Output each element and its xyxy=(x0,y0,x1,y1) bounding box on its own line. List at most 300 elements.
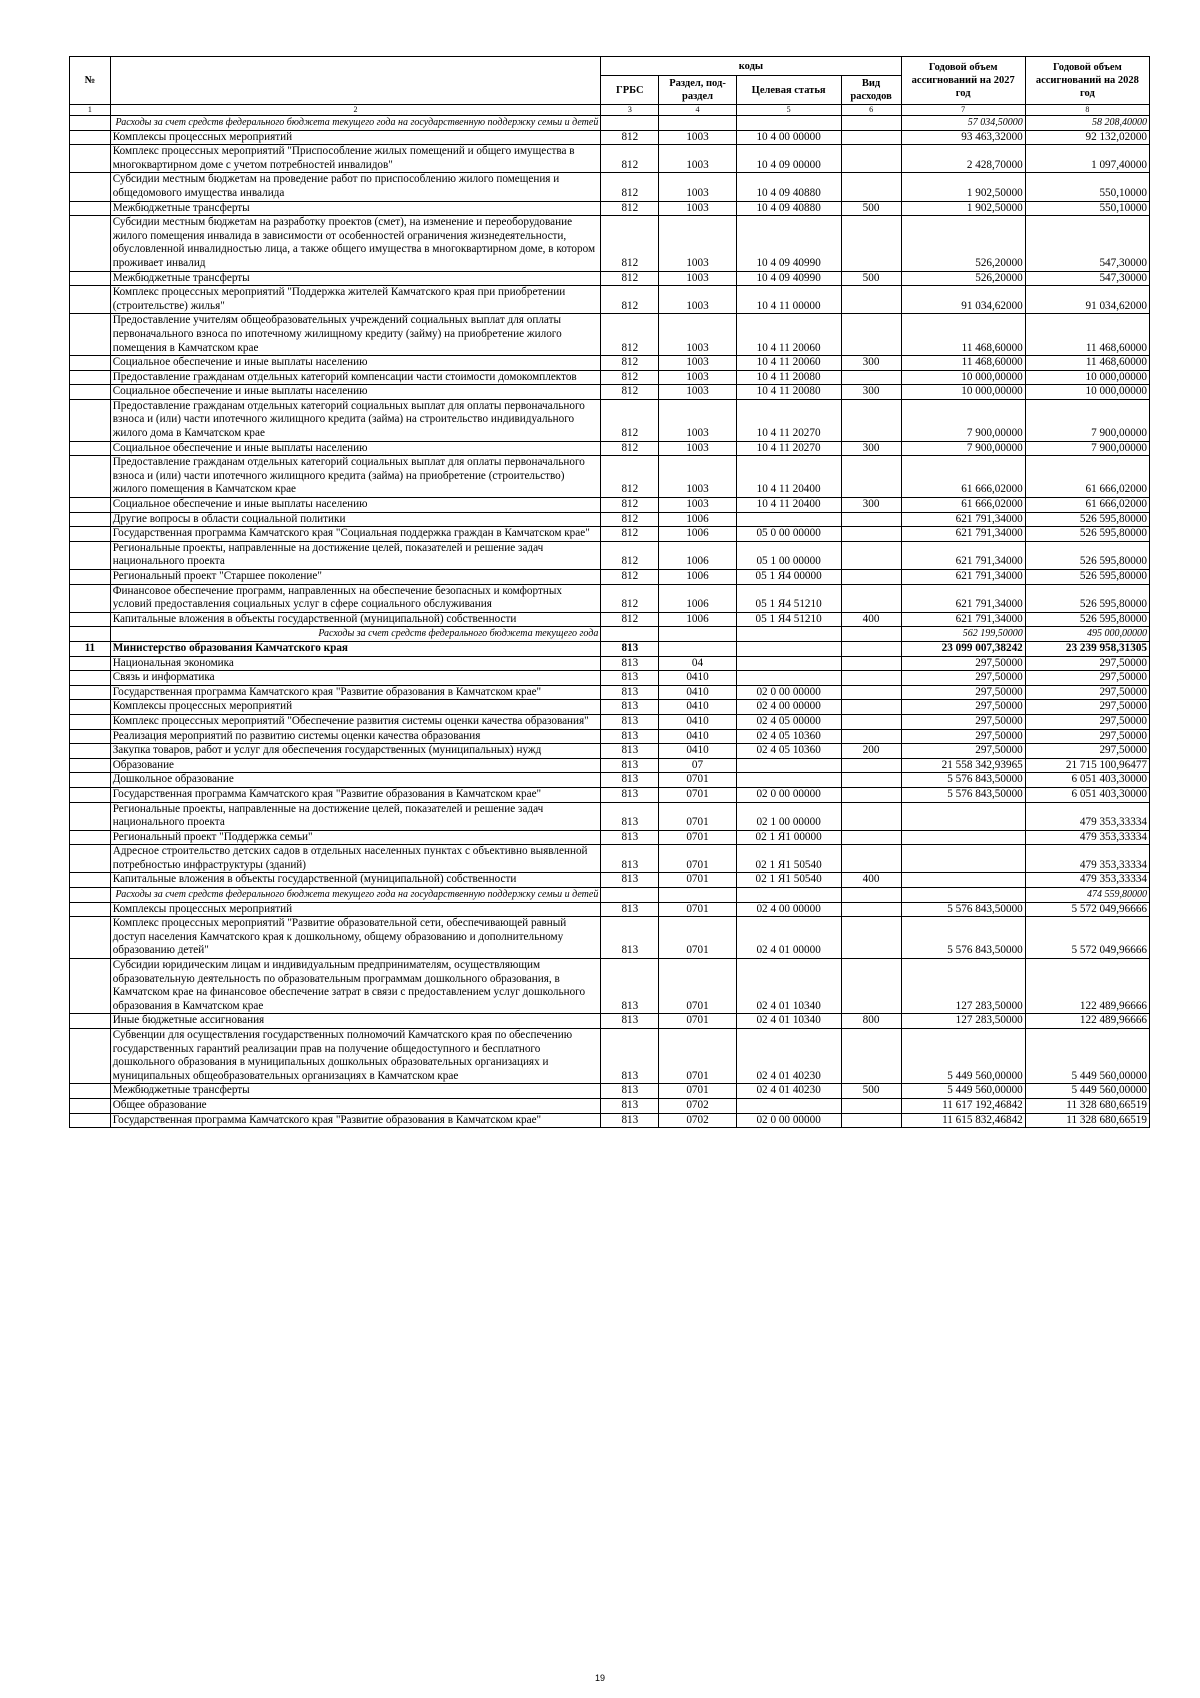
row-expense-type xyxy=(841,286,901,314)
row-amount-2027: 621 791,34000 xyxy=(901,584,1025,612)
row-name: Предоставление гражданам отдельных категорий компенсации части стоимости домокомплектов xyxy=(110,370,601,385)
row-grbs: 813 xyxy=(601,1014,659,1029)
row-amount-2027: 93 463,32000 xyxy=(901,130,1025,145)
row-target-article xyxy=(736,888,841,903)
row-razdel: 1003 xyxy=(659,130,736,145)
row-amount-2028: 550,10000 xyxy=(1025,201,1149,216)
table-row xyxy=(70,700,1150,715)
row-amount-2027: 23 099 007,38242 xyxy=(901,641,1025,656)
row-name: Государственная программа Камчатского края "Социальная поддержка граждан в Камчатском крае" xyxy=(110,527,601,542)
row-name: Комплексы процессных мероприятий xyxy=(110,700,601,715)
row-grbs: 813 xyxy=(601,1098,659,1113)
row-target-article: 02 4 01 10340 xyxy=(736,1014,841,1029)
table-row xyxy=(70,656,1150,671)
table-row xyxy=(70,116,1150,131)
row-amount-2027: 11 468,60000 xyxy=(901,356,1025,371)
row-name: Субсидии юридическим лицам и индивидуальным предпринимателям, осуществляющим образовательную деятельность по образовательным программам дошкольного образования, в Камчатском крае на финансовое обеспечение затрат в связи с предоставлением услуг дошкольного образования в Камчатском крае xyxy=(110,959,601,1014)
row-amount-2027: 7 900,00000 xyxy=(901,399,1025,441)
row-number xyxy=(70,656,111,671)
row-target-article: 02 4 00 00000 xyxy=(736,700,841,715)
col-number: 7 xyxy=(901,105,1025,116)
row-name: Межбюджетные трансферты xyxy=(110,271,601,286)
row-expense-type: 200 xyxy=(841,744,901,759)
table-row xyxy=(70,1014,1150,1029)
row-razdel: 1003 xyxy=(659,216,736,271)
row-amount-2028: 1 097,40000 xyxy=(1025,145,1149,173)
row-amount-2028: 297,50000 xyxy=(1025,671,1149,686)
row-razdel: 0701 xyxy=(659,830,736,845)
row-amount-2028: 495 000,00000 xyxy=(1025,627,1149,642)
row-grbs xyxy=(601,888,659,903)
row-grbs: 812 xyxy=(601,370,659,385)
row-target-article: 02 4 01 00000 xyxy=(736,917,841,959)
row-target-article xyxy=(736,627,841,642)
row-name: Региональный проект "Старшее поколение" xyxy=(110,570,601,585)
row-expense-type xyxy=(841,641,901,656)
row-number xyxy=(70,441,111,456)
row-amount-2027: 5 576 843,50000 xyxy=(901,787,1025,802)
row-target-article: 05 0 00 00000 xyxy=(736,527,841,542)
row-amount-2027: 297,50000 xyxy=(901,714,1025,729)
row-grbs: 812 xyxy=(601,130,659,145)
row-amount-2028: 526 595,80000 xyxy=(1025,570,1149,585)
row-name: Социальное обеспечение и иные выплаты населению xyxy=(110,356,601,371)
row-name: Расходы за счет средств федерального бюджета текущего года xyxy=(110,627,601,642)
row-number xyxy=(70,758,111,773)
row-razdel: 0410 xyxy=(659,729,736,744)
row-amount-2028: 5 449 560,00000 xyxy=(1025,1029,1149,1084)
row-razdel: 1006 xyxy=(659,527,736,542)
row-razdel: 1003 xyxy=(659,498,736,513)
row-razdel: 0702 xyxy=(659,1113,736,1128)
row-grbs: 813 xyxy=(601,758,659,773)
row-expense-type xyxy=(841,888,901,903)
row-number xyxy=(70,773,111,788)
row-target-article: 10 4 11 20060 xyxy=(736,356,841,371)
row-name: Образование xyxy=(110,758,601,773)
row-target-article: 10 4 09 40880 xyxy=(736,201,841,216)
row-number xyxy=(70,527,111,542)
row-amount-2027: 5 449 560,00000 xyxy=(901,1029,1025,1084)
row-expense-type xyxy=(841,700,901,715)
row-grbs: 812 xyxy=(601,145,659,173)
row-grbs: 813 xyxy=(601,685,659,700)
row-name: Региональные проекты, направленные на достижение целей, показателей и решение задач национального проекта xyxy=(110,802,601,830)
row-target-article: 10 4 09 40990 xyxy=(736,216,841,271)
row-amount-2027: 11 468,60000 xyxy=(901,314,1025,356)
table-row xyxy=(70,286,1150,314)
row-target-article: 10 4 11 20270 xyxy=(736,399,841,441)
row-grbs: 813 xyxy=(601,1113,659,1128)
row-number: 11 xyxy=(70,641,111,656)
row-expense-type: 300 xyxy=(841,356,901,371)
row-number xyxy=(70,744,111,759)
row-grbs: 813 xyxy=(601,1029,659,1084)
table-row xyxy=(70,584,1150,612)
row-grbs: 812 xyxy=(601,441,659,456)
row-expense-type xyxy=(841,456,901,498)
row-target-article: 02 4 00 00000 xyxy=(736,902,841,917)
row-amount-2027: 621 791,34000 xyxy=(901,527,1025,542)
row-amount-2028: 526 595,80000 xyxy=(1025,527,1149,542)
row-razdel: 04 xyxy=(659,656,736,671)
row-name: Расходы за счет средств федерального бюджета текущего года на государственную поддержку семьи и детей xyxy=(110,888,601,903)
row-expense-type xyxy=(841,1029,901,1084)
row-target-article: 02 4 01 10340 xyxy=(736,959,841,1014)
row-target-article: 02 0 00 00000 xyxy=(736,787,841,802)
row-grbs: 812 xyxy=(601,498,659,513)
header-vid: Вид расходов xyxy=(841,76,901,105)
budget-table xyxy=(69,56,1150,1128)
table-row xyxy=(70,714,1150,729)
row-target-article: 10 4 09 00000 xyxy=(736,145,841,173)
row-amount-2027: 297,50000 xyxy=(901,656,1025,671)
row-amount-2028: 61 666,02000 xyxy=(1025,498,1149,513)
row-grbs: 812 xyxy=(601,173,659,201)
table-row xyxy=(70,498,1150,513)
row-expense-type: 500 xyxy=(841,201,901,216)
row-name: Государственная программа Камчатского края "Развитие образования в Камчатском крае" xyxy=(110,1113,601,1128)
row-amount-2028: 526 595,80000 xyxy=(1025,612,1149,627)
row-expense-type xyxy=(841,758,901,773)
row-name: Комплексы процессных мероприятий xyxy=(110,130,601,145)
table-row xyxy=(70,456,1150,498)
row-amount-2028: 11 328 680,66519 xyxy=(1025,1098,1149,1113)
row-number xyxy=(70,627,111,642)
row-grbs: 812 xyxy=(601,612,659,627)
row-expense-type xyxy=(841,541,901,569)
row-expense-type: 400 xyxy=(841,873,901,888)
row-name: Иные бюджетные ассигнования xyxy=(110,1014,601,1029)
row-grbs: 813 xyxy=(601,714,659,729)
row-target-article: 10 4 11 20400 xyxy=(736,456,841,498)
row-number xyxy=(70,1029,111,1084)
table-row xyxy=(70,541,1150,569)
row-amount-2027: 297,50000 xyxy=(901,671,1025,686)
table-row xyxy=(70,356,1150,371)
row-number xyxy=(70,356,111,371)
row-razdel: 0701 xyxy=(659,959,736,1014)
row-grbs: 813 xyxy=(601,787,659,802)
row-number xyxy=(70,201,111,216)
col-number: 3 xyxy=(601,105,659,116)
row-grbs: 813 xyxy=(601,845,659,873)
row-expense-type: 400 xyxy=(841,612,901,627)
row-amount-2028: 474 559,80000 xyxy=(1025,888,1149,903)
row-expense-type xyxy=(841,216,901,271)
row-number xyxy=(70,845,111,873)
row-number xyxy=(70,541,111,569)
row-amount-2028: 479 353,33334 xyxy=(1025,873,1149,888)
row-name: Связь и информатика xyxy=(110,671,601,686)
row-amount-2028: 5 449 560,00000 xyxy=(1025,1084,1149,1099)
row-razdel: 1003 xyxy=(659,399,736,441)
header-num: № xyxy=(70,57,111,105)
table-row xyxy=(70,1029,1150,1084)
row-amount-2027 xyxy=(901,888,1025,903)
row-amount-2027: 526,20000 xyxy=(901,271,1025,286)
row-name: Комплексы процессных мероприятий xyxy=(110,902,601,917)
row-razdel: 1003 xyxy=(659,145,736,173)
row-target-article: 10 4 11 20080 xyxy=(736,385,841,400)
row-expense-type xyxy=(841,802,901,830)
row-amount-2028: 11 328 680,66519 xyxy=(1025,1113,1149,1128)
row-expense-type xyxy=(841,1098,901,1113)
row-grbs: 812 xyxy=(601,584,659,612)
row-grbs: 812 xyxy=(601,356,659,371)
header-razdel: Раздел, под-раздел xyxy=(659,76,736,105)
row-amount-2028: 547,30000 xyxy=(1025,271,1149,286)
row-amount-2027: 21 558 342,93965 xyxy=(901,758,1025,773)
row-number xyxy=(70,399,111,441)
table-row xyxy=(70,271,1150,286)
row-amount-2027 xyxy=(901,873,1025,888)
row-razdel: 1003 xyxy=(659,370,736,385)
row-amount-2027: 621 791,34000 xyxy=(901,570,1025,585)
table-row xyxy=(70,758,1150,773)
row-grbs: 813 xyxy=(601,1084,659,1099)
table-row xyxy=(70,1113,1150,1128)
row-amount-2027: 10 000,00000 xyxy=(901,385,1025,400)
row-expense-type: 300 xyxy=(841,441,901,456)
row-name: Расходы за счет средств федерального бюджета текущего года на государственную поддержку семьи и детей xyxy=(110,116,601,131)
row-number xyxy=(70,370,111,385)
row-amount-2028: 6 051 403,30000 xyxy=(1025,787,1149,802)
row-name: Межбюджетные трансферты xyxy=(110,201,601,216)
table-row xyxy=(70,787,1150,802)
row-grbs: 813 xyxy=(601,700,659,715)
row-razdel xyxy=(659,641,736,656)
row-expense-type xyxy=(841,714,901,729)
header-2028: Годовой объем ассигнований на 2028 год xyxy=(1025,57,1149,105)
row-expense-type xyxy=(841,729,901,744)
row-razdel: 0410 xyxy=(659,685,736,700)
row-razdel: 0701 xyxy=(659,1029,736,1084)
row-amount-2028: 547,30000 xyxy=(1025,216,1149,271)
row-razdel: 1003 xyxy=(659,441,736,456)
row-number xyxy=(70,314,111,356)
row-grbs: 813 xyxy=(601,671,659,686)
row-number xyxy=(70,1084,111,1099)
row-grbs: 812 xyxy=(601,512,659,527)
row-amount-2027: 562 199,50000 xyxy=(901,627,1025,642)
row-amount-2027 xyxy=(901,802,1025,830)
row-amount-2028: 6 051 403,30000 xyxy=(1025,773,1149,788)
row-razdel: 0701 xyxy=(659,902,736,917)
row-number xyxy=(70,145,111,173)
row-target-article: 02 4 05 00000 xyxy=(736,714,841,729)
row-name: Финансовое обеспечение программ, направленных на обеспечение безопасных и комфортных условий предоставления социальных услуг в сфере социального обслуживания xyxy=(110,584,601,612)
row-number xyxy=(70,1113,111,1128)
row-number xyxy=(70,1014,111,1029)
row-number xyxy=(70,216,111,271)
row-name: Межбюджетные трансферты xyxy=(110,1084,601,1099)
row-expense-type xyxy=(841,627,901,642)
row-amount-2028: 5 572 049,96666 xyxy=(1025,902,1149,917)
row-amount-2028: 297,50000 xyxy=(1025,656,1149,671)
row-razdel: 1003 xyxy=(659,286,736,314)
row-amount-2028: 526 595,80000 xyxy=(1025,584,1149,612)
row-amount-2028: 7 900,00000 xyxy=(1025,441,1149,456)
row-razdel: 0701 xyxy=(659,1084,736,1099)
row-target-article: 10 4 09 40880 xyxy=(736,173,841,201)
row-number xyxy=(70,802,111,830)
row-name: Субсидии местным бюджетам на проведение работ по приспособлению жилого помещения и общедомового имущества инвалида xyxy=(110,173,601,201)
row-name: Субсидии местным бюджетам на разработку проектов (смет), на изменение и переоборудование жилого помещения инвалида в зависимости от особенностей ограничения жизнедеятельности, обусловленной инвалидностью лица, а также общего имущества в многоквартирном доме, в котором проживает инвалид xyxy=(110,216,601,271)
row-amount-2028: 23 239 958,31305 xyxy=(1025,641,1149,656)
row-name: Общее образование xyxy=(110,1098,601,1113)
table-row xyxy=(70,441,1150,456)
row-name: Капитальные вложения в объекты государственной (муниципальной) собственности xyxy=(110,873,601,888)
table-row xyxy=(70,685,1150,700)
row-number xyxy=(70,830,111,845)
row-target-article: 02 1 00 00000 xyxy=(736,802,841,830)
row-name: Министерство образования Камчатского края xyxy=(110,641,601,656)
row-number xyxy=(70,959,111,1014)
row-name: Субвенции для осуществления государственных полномочий Камчатского края по обеспечению государственных гарантий реализации прав на получение общедоступного и бесплатного дошкольного образования в муниципальных дошкольных образовательных организациях и муниципальных общеобразовательных организациях в Камчатском крае xyxy=(110,1029,601,1084)
row-name: Капитальные вложения в объекты государственной (муниципальной) собственности xyxy=(110,612,601,627)
row-target-article: 05 1 00 00000 xyxy=(736,541,841,569)
row-name: Комплекс процессных мероприятий "Приспособление жилых помещений и общего имущества в многоквартирном доме с учетом потребностей инвалидов" xyxy=(110,145,601,173)
row-amount-2027: 5 449 560,00000 xyxy=(901,1084,1025,1099)
row-target-article: 02 4 01 40230 xyxy=(736,1029,841,1084)
table-row xyxy=(70,1084,1150,1099)
row-expense-type xyxy=(841,917,901,959)
table-row xyxy=(70,873,1150,888)
row-grbs: 812 xyxy=(601,541,659,569)
row-amount-2027: 61 666,02000 xyxy=(901,456,1025,498)
table-row xyxy=(70,399,1150,441)
row-number xyxy=(70,685,111,700)
row-grbs: 812 xyxy=(601,271,659,286)
row-amount-2028: 122 489,96666 xyxy=(1025,1014,1149,1029)
row-target-article: 02 0 00 00000 xyxy=(736,685,841,700)
row-razdel: 1003 xyxy=(659,356,736,371)
row-number xyxy=(70,498,111,513)
row-amount-2028: 10 000,00000 xyxy=(1025,370,1149,385)
table-row xyxy=(70,917,1150,959)
row-target-article: 10 4 00 00000 xyxy=(736,130,841,145)
row-expense-type: 300 xyxy=(841,385,901,400)
row-amount-2027: 5 576 843,50000 xyxy=(901,917,1025,959)
row-expense-type xyxy=(841,173,901,201)
row-name: Комплекс процессных мероприятий "Поддержка жителей Камчатского края при приобретении (строительстве) жилья" xyxy=(110,286,601,314)
row-number xyxy=(70,286,111,314)
row-amount-2027: 5 576 843,50000 xyxy=(901,773,1025,788)
row-number xyxy=(70,873,111,888)
row-amount-2027: 5 576 843,50000 xyxy=(901,902,1025,917)
row-target-article xyxy=(736,512,841,527)
row-target-article: 02 1 Я1 50540 xyxy=(736,845,841,873)
col-number: 4 xyxy=(659,105,736,116)
row-target-article: 10 4 11 20080 xyxy=(736,370,841,385)
row-target-article xyxy=(736,758,841,773)
row-target-article: 02 4 05 10360 xyxy=(736,744,841,759)
row-target-article xyxy=(736,656,841,671)
row-razdel: 0410 xyxy=(659,700,736,715)
table-row xyxy=(70,671,1150,686)
row-grbs: 812 xyxy=(601,385,659,400)
row-number xyxy=(70,714,111,729)
row-razdel: 0701 xyxy=(659,802,736,830)
row-target-article xyxy=(736,773,841,788)
row-amount-2028: 11 468,60000 xyxy=(1025,314,1149,356)
row-razdel: 1006 xyxy=(659,612,736,627)
row-expense-type xyxy=(841,527,901,542)
row-expense-type xyxy=(841,570,901,585)
table-row xyxy=(70,729,1150,744)
row-grbs: 813 xyxy=(601,959,659,1014)
row-razdel xyxy=(659,116,736,131)
row-razdel: 1003 xyxy=(659,271,736,286)
row-amount-2027: 621 791,34000 xyxy=(901,541,1025,569)
row-razdel: 1006 xyxy=(659,541,736,569)
row-amount-2027 xyxy=(901,830,1025,845)
row-amount-2028: 5 572 049,96666 xyxy=(1025,917,1149,959)
row-amount-2027: 1 902,50000 xyxy=(901,201,1025,216)
table-row xyxy=(70,173,1150,201)
row-expense-type: 800 xyxy=(841,1014,901,1029)
row-grbs: 812 xyxy=(601,456,659,498)
row-expense-type xyxy=(841,116,901,131)
row-amount-2027: 11 615 832,46842 xyxy=(901,1113,1025,1128)
row-amount-2028: 550,10000 xyxy=(1025,173,1149,201)
row-amount-2027: 297,50000 xyxy=(901,685,1025,700)
row-amount-2028: 21 715 100,96477 xyxy=(1025,758,1149,773)
row-number xyxy=(70,1098,111,1113)
row-name: Адресное строительство детских садов в отдельных населенных пунктах с объективно выявленной потребностью инфраструктуры (зданий) xyxy=(110,845,601,873)
table-row xyxy=(70,130,1150,145)
row-target-article: 10 4 11 00000 xyxy=(736,286,841,314)
table-row xyxy=(70,627,1150,642)
row-grbs: 813 xyxy=(601,917,659,959)
col-number: 8 xyxy=(1025,105,1149,116)
row-amount-2027: 297,50000 xyxy=(901,744,1025,759)
row-grbs: 812 xyxy=(601,399,659,441)
row-razdel: 0410 xyxy=(659,714,736,729)
row-grbs: 813 xyxy=(601,830,659,845)
table-row xyxy=(70,902,1150,917)
row-expense-type xyxy=(841,130,901,145)
table-row xyxy=(70,216,1150,271)
table-row xyxy=(70,370,1150,385)
table-row xyxy=(70,570,1150,585)
row-grbs: 813 xyxy=(601,902,659,917)
row-number xyxy=(70,902,111,917)
row-razdel: 0701 xyxy=(659,787,736,802)
table-row xyxy=(70,527,1150,542)
table-row xyxy=(70,512,1150,527)
table-row xyxy=(70,145,1150,173)
row-grbs: 812 xyxy=(601,314,659,356)
row-amount-2027: 127 283,50000 xyxy=(901,959,1025,1014)
row-grbs: 812 xyxy=(601,216,659,271)
col-number: 2 xyxy=(110,105,601,116)
row-amount-2028: 297,50000 xyxy=(1025,700,1149,715)
page-number: 19 xyxy=(594,1673,605,1683)
row-grbs: 812 xyxy=(601,201,659,216)
row-razdel xyxy=(659,627,736,642)
table-row xyxy=(70,314,1150,356)
row-razdel: 0701 xyxy=(659,873,736,888)
row-amount-2027: 621 791,34000 xyxy=(901,512,1025,527)
row-amount-2027: 297,50000 xyxy=(901,729,1025,744)
row-razdel: 0410 xyxy=(659,744,736,759)
row-amount-2027: 297,50000 xyxy=(901,700,1025,715)
row-number xyxy=(70,173,111,201)
table-row xyxy=(70,773,1150,788)
row-razdel: 1003 xyxy=(659,314,736,356)
